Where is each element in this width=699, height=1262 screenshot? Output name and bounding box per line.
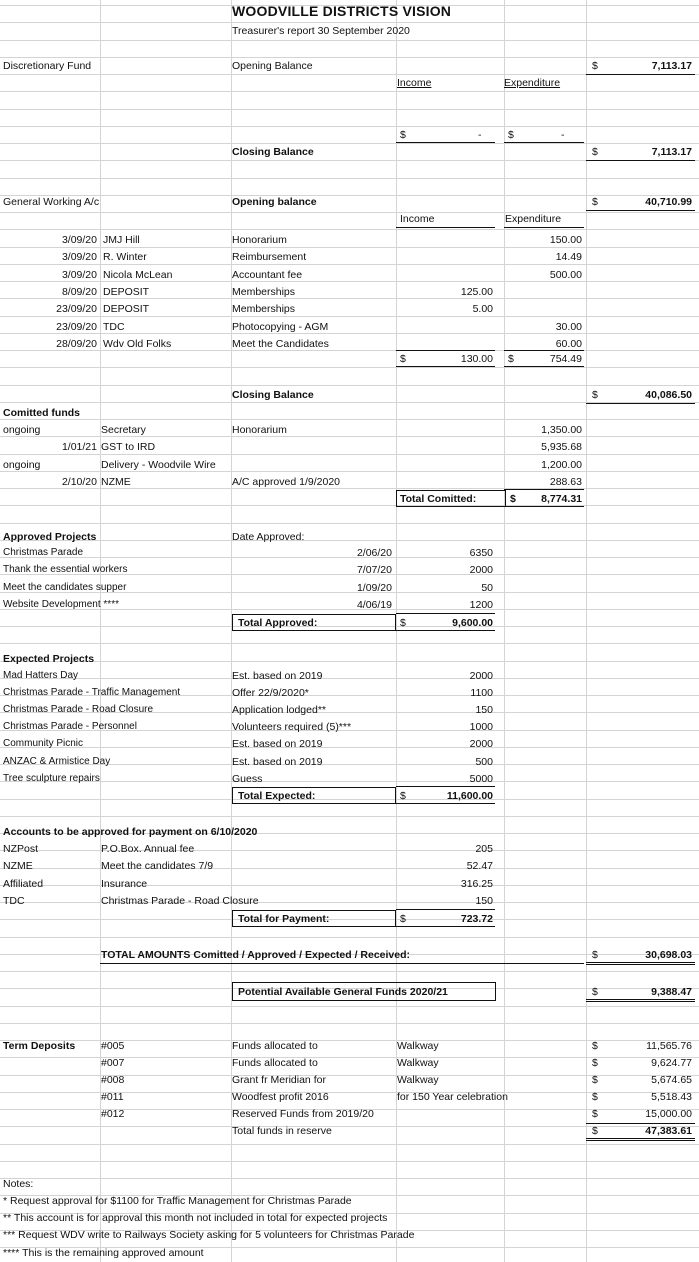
accounts-row-amount: 150 (475, 894, 493, 907)
expected-row-note: Est. based on 2019 (232, 738, 323, 751)
general-row-expenditure: 150.00 (549, 234, 582, 246)
discretionary-label: Discretionary Fund (3, 60, 92, 72)
committed-total-label: Total Comitted: (400, 493, 477, 505)
approved-row-name: Christmas Parade (3, 547, 84, 558)
general-income-header: Income (400, 213, 435, 225)
grid-column-line (586, 0, 587, 1262)
committed-row-when: ongoing (3, 458, 41, 471)
grid-row-line (0, 937, 699, 938)
committed-row-item: Delivery - Woodvile Wire (101, 458, 216, 471)
general-row-income: 125.00 (460, 285, 493, 298)
general-exp-total: 754.49 (549, 353, 582, 365)
grid-column-line (504, 0, 505, 1262)
term-deposit-purpose: Walkway (397, 1040, 439, 1052)
accounts-row-payee: TDC (3, 894, 25, 907)
expected-row-note: Application lodged** (232, 704, 326, 717)
grid-row-line (0, 523, 699, 524)
grid-row-line (0, 1161, 699, 1162)
accounts-total-label: Total for Payment: (238, 913, 330, 925)
general-row-date: 23/09/20 (56, 303, 97, 316)
expected-row-amount: 1000 (469, 721, 493, 734)
committed-row-when: 1/01/21 (61, 441, 97, 454)
totals-all-dollar: $ (592, 949, 598, 961)
discretionary-closing-label: Closing Balance (232, 146, 314, 158)
grid-row-line (0, 91, 699, 92)
general-row-payee: DEPOSIT (103, 285, 150, 298)
expected-row-name: ANZAC & Armistice Day (3, 755, 111, 767)
expected-label: Expected Projects (3, 653, 95, 665)
expected-row-amount: 5000 (469, 772, 493, 785)
grid-row-line (0, 661, 699, 662)
accounts-row-payee: NZME (3, 860, 33, 873)
expected-total-label: Total Expected: (238, 790, 316, 802)
accounts-row-description: Christmas Parade - Road Closure (101, 894, 259, 907)
term-deposit-id: #007 (101, 1057, 125, 1070)
accounts-total-dollar: $ (400, 913, 406, 925)
expected-row-note: Volunteers required (5)*** (232, 721, 352, 734)
committed-row-item: NZME (101, 475, 131, 488)
committed-row-item: Secretary (101, 424, 146, 436)
term-deposits-total-value: 47,383.61 (645, 1125, 692, 1137)
grid-row-line (0, 385, 699, 386)
term-deposit-purpose: Walkway (397, 1074, 439, 1087)
discretionary-opening-label: Opening Balance (232, 60, 313, 72)
general-opening-value: 40,710.99 (645, 196, 692, 208)
accounts-row-payee: NZPost (3, 843, 39, 855)
approved-total-dollar: $ (400, 617, 406, 629)
note-item: *** Request WDV write to Railways Society asking for 5 volunteers for Christmas Parade (3, 1229, 415, 1242)
committed-row-amount: 1,350.00 (541, 424, 582, 436)
general-row-expenditure: 30.00 (555, 320, 582, 333)
grid-row-line (0, 505, 699, 506)
term-deposit-description: Funds allocated to (232, 1057, 318, 1070)
discretionary-income-value: - (478, 129, 482, 141)
grid-row-line (0, 747, 699, 748)
general-row-date: 3/09/20 (61, 268, 97, 281)
discretionary-opening-dollar: $ (592, 60, 598, 72)
committed-total-value: 8,774.31 (541, 493, 582, 505)
term-deposits-total-label: Total funds in reserve (232, 1125, 332, 1137)
general-opening-label: Opening balance (232, 196, 317, 208)
term-deposit-amount: 5,674.65 (651, 1074, 692, 1087)
totals-all-value: 30,698.03 (645, 949, 692, 961)
term-deposit-description: Funds allocated to (232, 1040, 318, 1052)
committed-row-when: 2/10/20 (61, 475, 97, 488)
term-deposit-dollar: $ (592, 1057, 598, 1070)
general-row-expenditure: 14.49 (555, 251, 582, 264)
discretionary-income-dollar: $ (400, 129, 406, 141)
general-row-description: Photocopying - AGM (232, 320, 329, 333)
expected-row-amount: 2000 (469, 670, 493, 682)
grid-row-line (0, 22, 699, 23)
general-row-description: Meet the Candidates (232, 337, 329, 350)
notes-label: Notes: (3, 1178, 34, 1190)
grid-row-line (0, 178, 699, 179)
approved-row-amount: 50 (481, 581, 493, 594)
grid-row-line (0, 1006, 699, 1007)
discretionary-expenditure-header: Expenditure (504, 77, 561, 89)
general-row-payee: TDC (103, 320, 125, 333)
expected-row-name: Tree sculpture repairs (3, 772, 100, 784)
term-deposit-purpose: for 150 Year celebration (397, 1091, 508, 1104)
accounts-row-amount: 316.25 (460, 877, 493, 890)
expected-row-note: Guess (232, 772, 263, 785)
note-item: ** This account is for approval this month not included in total for expected projects (3, 1212, 388, 1225)
term-deposit-dollar: $ (592, 1074, 598, 1087)
expected-row-note: Est. based on 2019 (232, 670, 323, 682)
general-row-description: Accountant fee (232, 268, 303, 281)
grid-row-line (0, 126, 699, 127)
expected-row-amount: 150 (475, 704, 493, 717)
general-closing-label: Closing Balance (232, 389, 314, 401)
term-deposit-dollar: $ (592, 1040, 598, 1052)
committed-row-item: GST to IRD (101, 441, 156, 454)
expected-row-name: Community Picnic (3, 738, 84, 750)
approved-row-date: 2/06/20 (356, 547, 392, 559)
accounts-row-description: P.O.Box. Annual fee (101, 843, 195, 855)
totals-potential-dollar: $ (592, 986, 598, 998)
expected-row-amount: 500 (475, 755, 493, 768)
grid-row-line (0, 367, 699, 368)
expected-total-value: 11,600.00 (446, 790, 493, 802)
approved-total-value: 9,600.00 (452, 617, 493, 629)
term-deposit-description: Woodfest profit 2016 (232, 1091, 329, 1104)
general-income-total-dollar: $ (400, 353, 406, 365)
discretionary-exp-dollar: $ (508, 129, 514, 141)
note-item: * Request approval for $1100 for Traffic Management for Christmas Parade (3, 1195, 352, 1207)
general-row-date: 28/09/20 (56, 337, 97, 350)
approved-row-date: 4/06/19 (356, 598, 392, 611)
approved-row-name: Thank the essential workers (3, 564, 128, 576)
general-row-description: Memberships (232, 285, 296, 298)
general-row-payee: R. Winter (103, 251, 147, 264)
accounts-row-description: Insurance (101, 877, 148, 890)
committed-row-amount: 1,200.00 (541, 458, 582, 471)
discretionary-closing-dollar: $ (592, 146, 598, 158)
totals-potential-label: Potential Available General Funds 2020/21 (238, 986, 448, 998)
general-expenditure-header: Expenditure (505, 213, 562, 225)
general-row-income: 5.00 (472, 303, 493, 316)
general-row-date: 23/09/20 (56, 320, 97, 333)
discretionary-exp-value: - (561, 129, 565, 141)
grid-row-line (0, 109, 699, 110)
grid-row-line (0, 540, 699, 541)
accounts-total-value: 723.72 (460, 913, 493, 925)
general-income-total: 130.00 (460, 353, 493, 365)
accounts-row-amount: 52.47 (466, 860, 493, 873)
committed-row-when: ongoing (3, 424, 41, 436)
grid-row-line (0, 1023, 699, 1024)
term-deposits-label: Term Deposits (3, 1040, 76, 1052)
accounts-label: Accounts to be approved for payment on 6/10/2020 (3, 826, 258, 838)
grid-row-line (0, 212, 699, 213)
general-label: General Working A/c (3, 196, 100, 208)
grid-row-line (0, 678, 699, 679)
grid-row-line (0, 781, 699, 782)
approved-row-name: Meet the candidates supper (3, 581, 127, 593)
expected-row-name: Christmas Parade - Traffic Management (3, 687, 181, 699)
grid-row-line (0, 40, 699, 41)
note-item: **** This is the remaining approved amount (3, 1246, 204, 1259)
discretionary-income-header: Income (397, 77, 432, 89)
grid-row-line (0, 643, 699, 644)
accounts-row-description: Meet the candidates 7/9 (101, 860, 214, 873)
approved-total-label: Total Approved: (238, 617, 318, 629)
expected-row-note: Est. based on 2019 (232, 755, 323, 768)
approved-row-amount: 1200 (469, 598, 493, 611)
grid-row-line (0, 143, 699, 144)
discretionary-closing-value: 7,113.17 (651, 146, 692, 158)
grid-row-line (0, 816, 699, 817)
expected-row-name: Mad Hatters Day (3, 670, 79, 681)
approved-label: Approved Projects (3, 531, 97, 543)
approved-row-date: 7/07/20 (356, 564, 392, 577)
expected-row-amount: 1100 (470, 687, 493, 700)
committed-row-amount: 288.63 (549, 475, 582, 488)
term-deposit-dollar: $ (592, 1108, 598, 1121)
general-row-expenditure: 60.00 (555, 337, 582, 350)
grid-row-line (0, 57, 699, 58)
general-row-description: Reimbursement (232, 251, 307, 264)
expected-row-name: Christmas Parade - Road Closure (3, 704, 154, 716)
page-title: WOODVILLE DISTRICTS VISION (232, 3, 452, 19)
expected-row-name: Christmas Parade - Personnel (3, 721, 137, 733)
committed-label: Comitted funds (3, 407, 80, 419)
page-subtitle: Treasurer's report 30 September 2020 (232, 25, 410, 37)
term-deposit-amount: 5,518.43 (651, 1091, 692, 1104)
general-closing-value: 40,086.50 (645, 389, 692, 401)
general-opening-dollar: $ (592, 196, 598, 208)
general-row-payee: Wdv Old Folks (103, 337, 172, 350)
term-deposit-id: #005 (101, 1040, 125, 1052)
term-deposit-description: Reserved Funds from 2019/20 (232, 1108, 374, 1121)
general-closing-dollar: $ (592, 389, 598, 401)
general-exp-total-dollar: $ (508, 353, 514, 365)
general-row-payee: JMJ Hill (103, 234, 140, 246)
term-deposits-total-dollar: $ (592, 1125, 598, 1137)
general-row-description: Honorarium (232, 234, 287, 246)
approved-row-name: Website Development **** (3, 598, 119, 610)
approved-row-amount: 6350 (469, 547, 493, 559)
grid-row-line (0, 229, 699, 230)
committed-row-description: A/C approved 1/9/2020 (232, 475, 340, 488)
committed-total-dollar: $ (510, 493, 516, 505)
approved-row-date: 1/09/20 (356, 581, 392, 594)
grid-row-line (0, 1144, 699, 1145)
term-deposit-description: Grant fr Meridian for (232, 1074, 326, 1087)
totals-all-label: TOTAL AMOUNTS Comitted / Approved / Expected / Received: (101, 949, 411, 961)
term-deposit-id: #011 (101, 1091, 124, 1104)
general-row-payee: DEPOSIT (103, 303, 150, 316)
approved-row-amount: 2000 (469, 564, 493, 577)
term-deposit-dollar: $ (592, 1091, 598, 1104)
accounts-row-amount: 205 (475, 843, 493, 855)
accounts-row-payee: Affiliated (3, 877, 44, 890)
term-deposit-id: #008 (101, 1074, 125, 1087)
expected-row-note: Offer 22/9/2020* (232, 687, 309, 700)
general-row-payee: Nicola McLean (103, 268, 173, 281)
committed-row-amount: 5,935.68 (541, 441, 582, 454)
general-row-expenditure: 500.00 (549, 268, 582, 281)
term-deposit-purpose: Walkway (397, 1057, 439, 1070)
totals-potential-value: 9,388.47 (651, 986, 692, 998)
grid-row-line (0, 247, 699, 248)
expected-total-dollar: $ (400, 790, 406, 802)
discretionary-opening-value: 7,113.17 (651, 60, 692, 72)
term-deposit-amount: 15,000.00 (645, 1108, 692, 1121)
general-row-date: 3/09/20 (61, 251, 97, 264)
general-row-description: Memberships (232, 303, 296, 316)
term-deposit-id: #012 (101, 1108, 125, 1121)
committed-row-description: Honorarium (232, 424, 287, 436)
grid-row-line (0, 971, 699, 972)
expected-row-amount: 2000 (469, 738, 493, 751)
grid-row-line (0, 419, 699, 420)
approved-date-header: Date Approved: (232, 531, 305, 543)
term-deposit-amount: 9,624.77 (651, 1057, 692, 1070)
term-deposit-amount: 11,565.76 (646, 1040, 692, 1052)
grid-row-line (0, 1178, 699, 1179)
general-row-date: 3/09/20 (61, 234, 97, 246)
general-row-date: 8/09/20 (61, 285, 97, 298)
